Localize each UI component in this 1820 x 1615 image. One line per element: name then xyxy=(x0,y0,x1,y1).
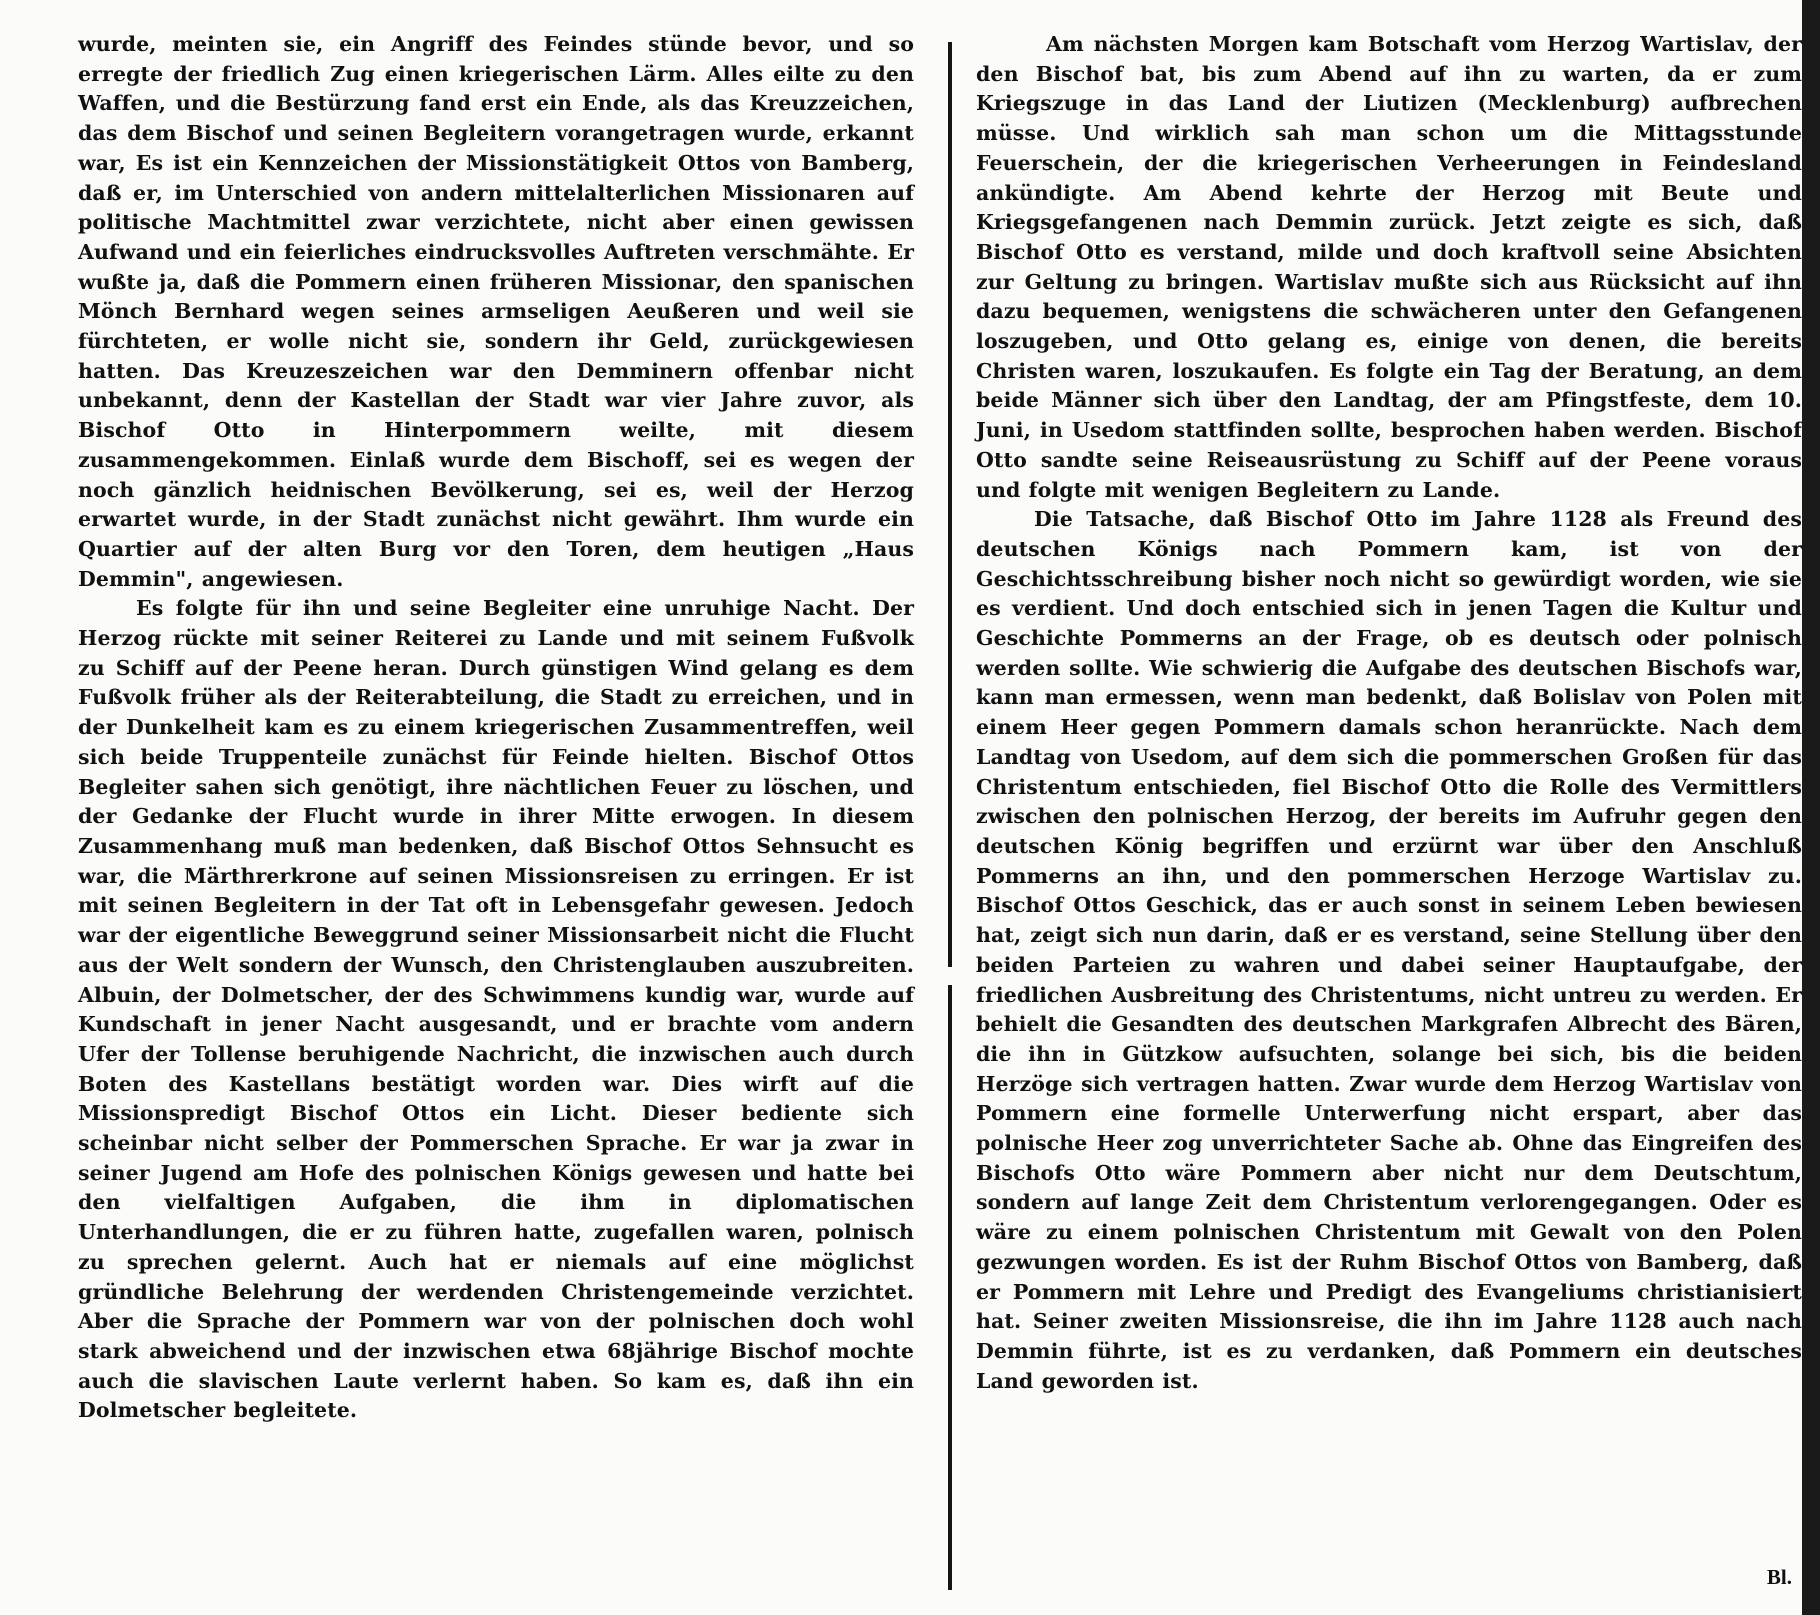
column-divider xyxy=(948,985,952,1590)
article-column-right xyxy=(976,30,1802,1396)
scan-edge xyxy=(1802,0,1820,1615)
paragraph: Am nächsten Morgen kam Botschaft vom Herzog Wartislav, der den Bischof bat, bis zum Abend auf ihn zu warten, da er zum Kriegszuge in das Land der Liutizen (Mecklenburg) aufbrechen müsse. Und wirklich sah man schon um die Mittagsstunde Feuerschein, der die kriegerischen Verheerungen in Feindesland ankündigte. Am Abend kehrte der Herzog mit Beute und Kriegsgefangenen nach Demmin zurück. Jetzt zeigte es sich, daß Bischof Otto es verstand, milde und doch kraftvoll seine Absichten zur Geltung zu bringen. Wartislav mußte sich aus Rücksicht auf ihn dazu bequemen, wenigstens die schwächeren unter den Gefangenen loszugeben, und Otto gelang es, einige von denen, die bereits Christen waren, loszukaufen. Es folgte ein Tag der Beratung, an dem beide Männer sich über den Landtag, der am Pfingstfeste, dem 10. Juni, in Usedom stattfinden sollte, besprochen haben werden. Bischof Otto sandte seine Reiseausrüstung zu Schiff auf der Peene voraus und folgte mit wenigen Begleitern zu Lande. xyxy=(976,32,1802,502)
column-divider xyxy=(948,42,952,967)
paragraph: wurde, meinten sie, ein Angriff des Feindes stünde bevor, und so erregte der friedlich Zug einen kriegerischen Lärm. Alles eilte zu den Waffen, und die Bestürzung fand erst ein Ende, als das Kreuzzeichen, das dem Bischof und seinen Begleitern vorangetragen wurde, erkannt war, Es ist ein Kennzeichen der Missionstätigkeit Ottos von Bamberg, daß er, im Unterschied von andern mittelalterlichen Missionaren auf politische Machtmittel zwar verzichtete, nicht aber einen gewissen Aufwand und ein feierliches eindrucksvolles Auftreten verschmähte. Er wußte ja, daß die Pommern einen früheren Missionar, den spanischen Mönch Bernhard wegen seines armseligen Aeußeren und weil sie fürchteten, er wolle nicht sie, sondern ihr Geld, zurückgewiesen hatten. Das Kreuzeszeichen war den Demminern offenbar nicht unbekannt, denn der Kastellan der Stadt war vier Jahre zuvor, als Bischof Otto in Hinterpommern weilte, mit diesem zusammengekommen. Einlaß wurde dem Bischoff, sei es wegen der noch gänzlich heidnischen Bevölkerung, sei es, weil der Herzog erwartet wurde, in der Stadt zunächst nicht gewährt. Ihm wurde ein Quartier auf der alten Burg vor den Toren, dem heutigen „Haus Demmin", angewiesen. xyxy=(78,32,914,591)
article-column-left xyxy=(78,30,914,1426)
paragraph: Die Tatsache, daß Bischof Otto im Jahre 1128 als Freund des deutschen Königs nach Pommern kam, ist von der Geschichtsschreibung bisher noch nicht so gewürdigt worden, wie sie es verdient. Und doch entschied sich in jenen Tagen die Kultur und Geschichte Pommerns an der Frage, ob es deutsch oder polnisch werden sollte. Wie schwierig die Aufgabe des deutschen Bischofs war, kann man ermessen, wenn man bedenkt, daß Bolislav von Polen mit einem Heer gegen Pommern damals schon heranrückte. Nach dem Landtag von Usedom, auf dem sich die pommerschen Großen für das Christentum entschieden, fiel Bischof Otto die Rolle des Vermittlers zwischen den polnischen Herzog, der bereits im Aufruhr gegen den deutschen König begriffen und erzürnt war über den Anschluß Pommerns an ihn, und den pommerschen Herzoge Wartislav zu. Bischof Ottos Geschick, das er auch sonst in seinem Leben bewiesen hat, zeigt sich nun darin, daß er es verstand, seine Stellung über den beiden Parteien zu wahren und dabei seiner Hauptaufgabe, der friedlichen Ausbreitung des Christentums, nicht untreu zu werden. Er behielt die Gesandten des deutschen Markgrafen Albrecht des Bären, die ihn in Gützkow aufsuchten, solange bei sich, bis die beiden Herzöge sich vertragen hatten. Zwar wurde dem Herzog Wartislav von Pommern eine formelle Unterwerfung nicht erspart, aber das polnische Heer zog unverrichteter Sache ab. Ohne das Eingreifen des Bischofs Otto wäre Pommern aber nicht nur dem Deutschtum, sondern auf lange Zeit dem Christentum verlorengegangen. Oder es wäre zu einem polnischen Christentum mit Gewalt von den Polen gezwungen worden. Es ist der Ruhm Bischof Ottos von Bamberg, daß er Pommern mit Lehre und Predigt des Evangeliums christianisiert hat. Seiner zweiten Missionsreise, die ihn im Jahre 1128 auch nach Demmin führte, ist es zu verdanken, daß Pommern ein deutsches Land geworden ist. xyxy=(976,507,1802,1393)
paragraph: Es folgte für ihn und seine Begleiter eine unruhige Nacht. Der Herzog rückte mit seiner Reiterei zu Lande und mit seinem Fußvolk zu Schiff auf der Peene heran. Durch günstigen Wind gelang es dem Fußvolk früher als der Reiterabteilung, die Stadt zu erreichen, und in der Dunkelheit kam es zu einem kriegerischen Zusammentreffen, weil sich beide Truppenteile zunächst für Feinde hielten. Bischof Ottos Begleiter sahen sich genötigt, ihre nächtlichen Feuer zu löschen, und der Gedanke der Flucht wurde in ihrer Mitte erwogen. In diesem Zusammenhang muß man bedenken, daß Bischof Ottos Sehnsucht es war, die Märthrerkrone auf seinen Missionsreisen zu erringen. Er ist mit seinen Begleitern in der Tat oft in Lebensgefahr gewesen. Jedoch war der eigentliche Beweggrund seiner Missionsarbeit nicht die Flucht aus der Welt sondern der Wunsch, den Christenglauben auszubreiten. Albuin, der Dolmetscher, der des Schwimmens kundig war, wurde auf Kundschaft in jener Nacht ausgesandt, und er brachte vom andern Ufer der Tollense beruhigende Nachricht, die inzwischen auch durch Boten des Kastellans bestätigt worden war. Dies wirft auf die Missionspredigt Bischof Ottos ein Licht. Dieser bediente sich scheinbar nicht selber der Pommerschen Sprache. Er war ja zwar in seiner Jugend am Hofe des polnischen Königs gewesen und hatte bei den vielfaltigen Aufgaben, die ihm in diplomatischen Unterhandlungen, die er zu führen hatte, zugefallen waren, polnisch zu sprechen gelernt. Auch hat er niemals auf eine möglichst gründliche Belehrung der werdenden Christengemeinde verzichtet. Aber die Sprache der Pommern war von der polnischen doch wohl stark abweichend und der inzwischen etwa 68jährige Bischof mochte auch die slavischen Laute verlernt haben. So kam es, daß ihn ein Dolmetscher begleitete. xyxy=(78,596,914,1423)
author-signature: Bl. xyxy=(1766,1565,1792,1589)
